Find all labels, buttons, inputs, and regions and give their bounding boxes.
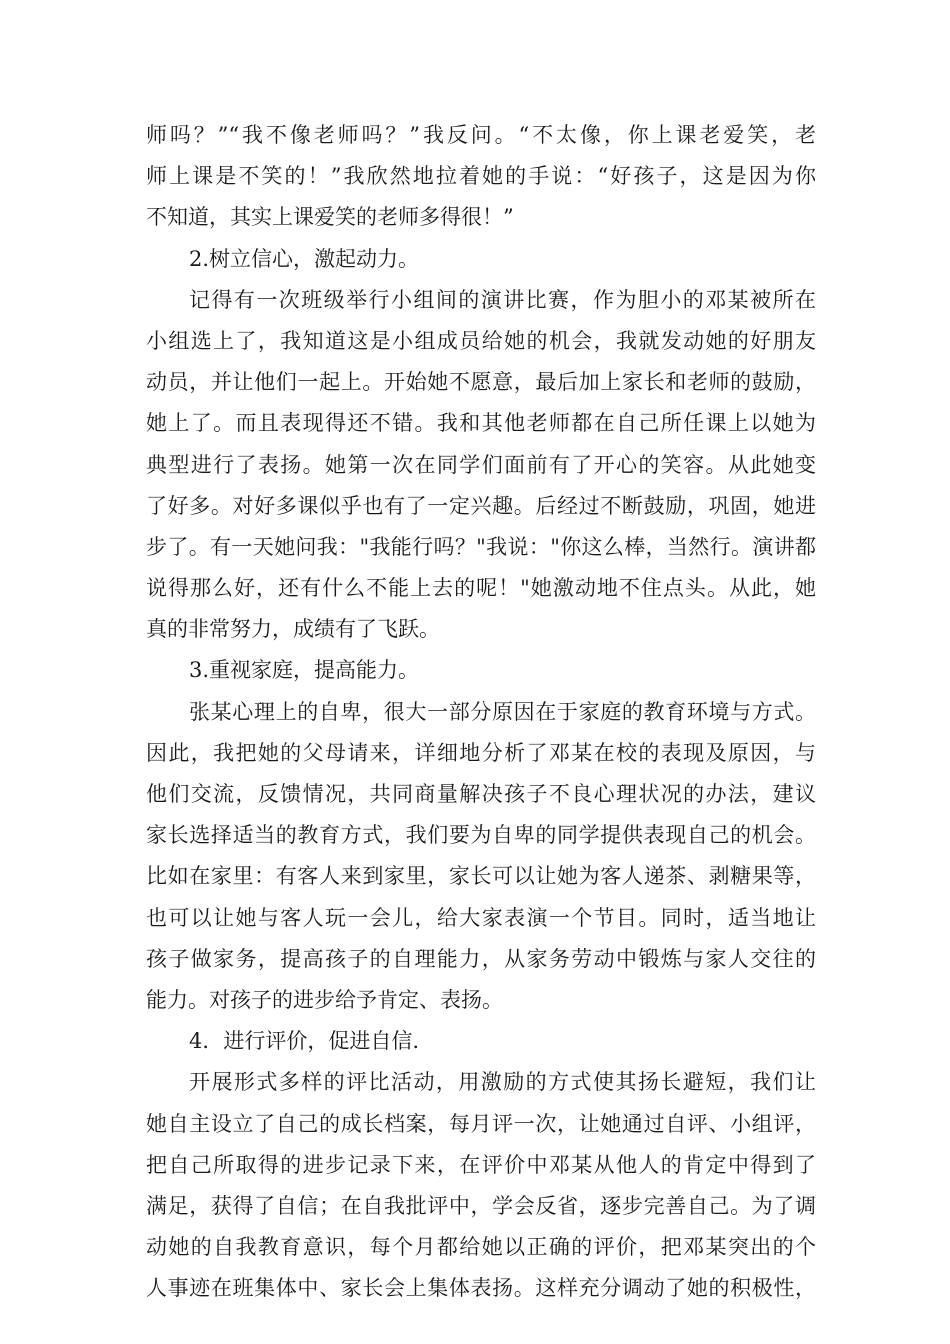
text-line: 也可以让她与客人玩一会儿，给大家表演一个节目。同时，适当地让 <box>146 905 816 930</box>
text-line: 孩子做家务，提高孩子的自理能力，从家务劳动中锻炼与家人交往的 <box>146 946 816 971</box>
text-line: 因此，我把她的父母请来，详细地分析了邓某在校的表现及原因，与 <box>146 740 816 765</box>
text-line: 她上了。而且表现得还不错。我和其他老师都在自己所任课上以她为 <box>146 411 816 436</box>
text-line: 步了。有一天她问我："我能行吗？"我说："你这么棒，当然行。演讲都 <box>146 534 816 559</box>
text-line: 说得那么好，还有什么不能上去的呢！"她激动地不住点头。从此，她 <box>146 576 816 601</box>
paragraph-first-line: 张某心理上的自卑，很大一部分原因在于家庭的教育环境与方式。 <box>189 699 816 724</box>
text-line: 师上课是不笑的！”我欣然地拉着她的手说：“好孩子，这是因为你 <box>146 164 816 189</box>
text-line: 真的非常努力，成绩有了飞跃。 <box>146 617 440 642</box>
text-line: 家长选择适当的教育方式，我们要为自卑的同学提供表现自己的机会。 <box>146 823 816 848</box>
text-line: 满足，获得了自信；在自我批评中，学会反省，逐步完善自己。为了调 <box>146 1193 816 1218</box>
text-line: 不知道，其实上课爱笑的老师多得很！” <box>146 205 514 230</box>
text-line: 把自己所取得的进步记录下来，在评价中邓某从他人的肯定中得到了 <box>146 1152 816 1177</box>
text-line: 人事迹在班集体中、家长会上集体表扬。这样充分调动了她的积极性， <box>146 1276 816 1301</box>
paragraph-first-line: 3.重视家庭，提高能力。 <box>189 658 420 683</box>
text-line: 动员，并让他们一起上。开始她不愿意，最后加上家长和老师的鼓励， <box>146 370 816 395</box>
text-line: 比如在家里：有客人来到家里，家长可以让她为客人递茶、剥糖果等， <box>146 864 816 889</box>
paragraph-first-line: 4．进行评价，促进自信. <box>189 1029 420 1054</box>
text-line: 动她的自我教育意识，每个月都给她以正确的评价，把邓某突出的个 <box>146 1235 816 1260</box>
text-line: 他们交流，反馈情况，共同商量解决孩子不良心理状况的办法，建议 <box>146 782 816 806</box>
text-line: 她自主设立了自己的成长档案，每月评一次，让她通过自评、小组评， <box>146 1111 816 1136</box>
document-body <box>146 115 816 1309</box>
text-line: 了好多。对好多课似乎也有了一定兴趣。后经过不断鼓励，巩固，她进 <box>146 493 816 518</box>
text-line: 典型进行了表扬。她第一次在同学们面前有了开心的笑容。从此她变 <box>146 452 816 477</box>
text-line: 能力。对孩子的进步给予肯定、表扬。 <box>146 987 503 1012</box>
paragraph-first-line: 2.树立信心，激起动力。 <box>189 246 420 271</box>
paragraph-first-line: 开展形式多样的评比活动，用激励的方式使其扬长避短，我们让 <box>189 1070 816 1095</box>
text-line: 小组选上了，我知道这是小组成员给她的机会，我就发动她的好朋友 <box>146 328 816 353</box>
text-line: 师吗？”“我不像老师吗？”我反问。“不太像，你上课老爱笑，老 <box>146 123 816 147</box>
paragraph-first-line: 记得有一次班级举行小组间的演讲比赛，作为胆小的邓某被所在 <box>189 287 816 312</box>
